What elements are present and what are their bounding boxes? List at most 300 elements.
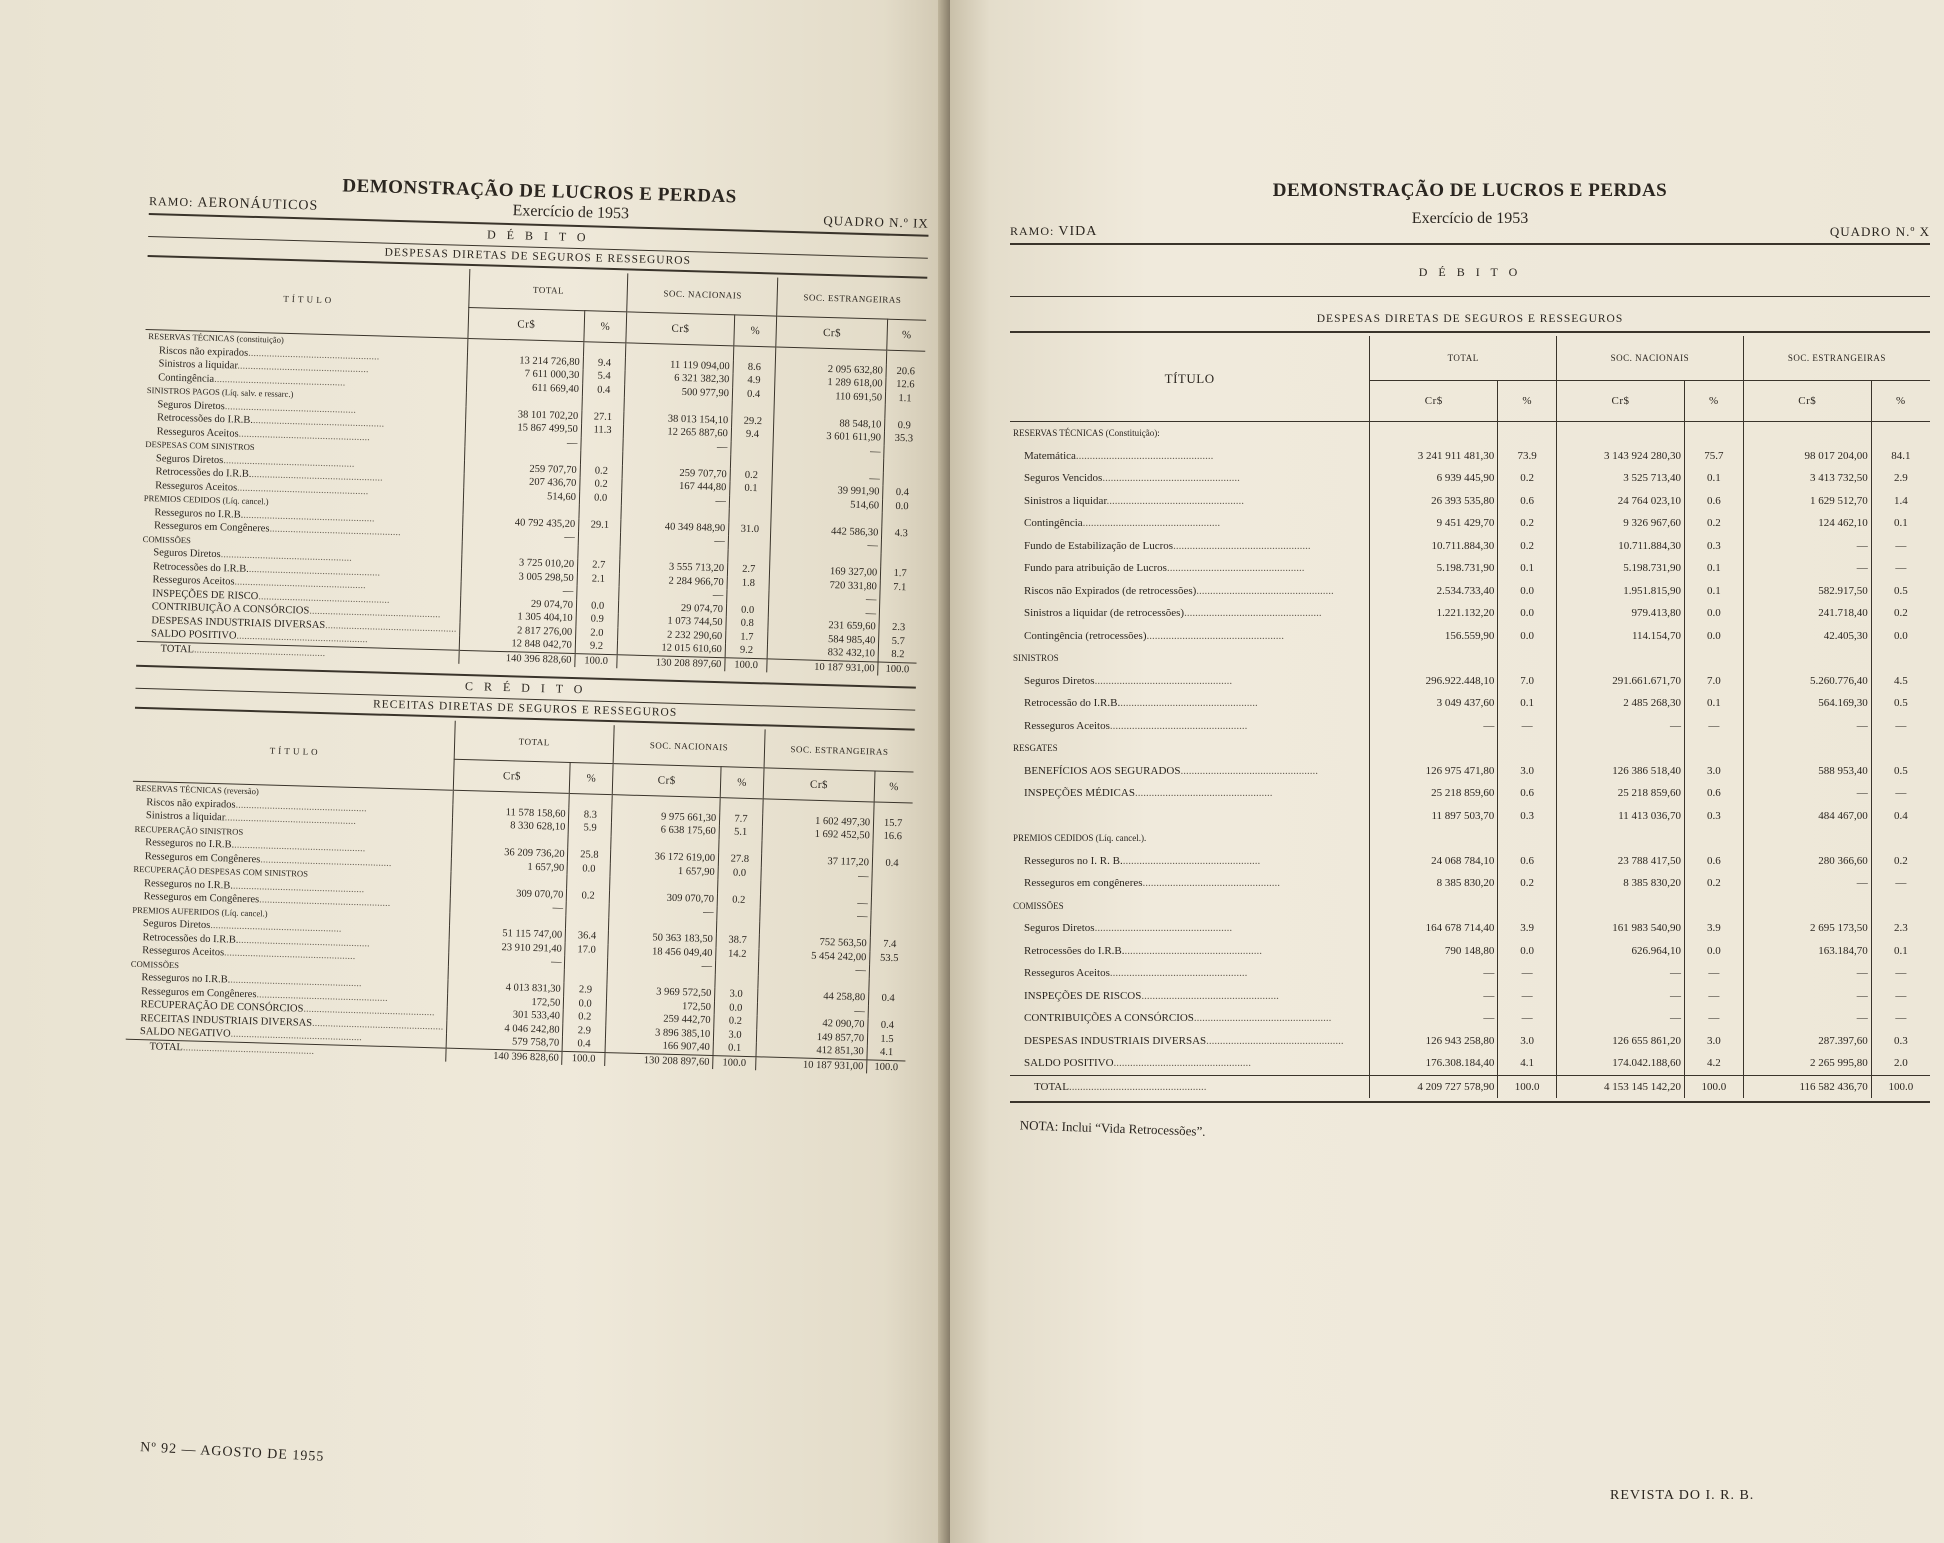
- row-label: [1010, 422, 1370, 445]
- leader-dots: ..................................................: [303, 1003, 435, 1019]
- leader-dots: ..................................................: [1180, 764, 1318, 777]
- nacionais-value: —: [1557, 1007, 1685, 1030]
- nacionais-value: 40 349 848,90: [621, 519, 729, 535]
- nacionais-value: 5.198.731,90: [1557, 557, 1685, 580]
- nacionais-pct: 3.0: [714, 1028, 757, 1043]
- table-row: [1010, 1052, 1930, 1075]
- leader-dots: ..................................................: [214, 373, 346, 389]
- nacionais-value: 23 788 417,50: [1557, 850, 1685, 873]
- total-value: [1370, 737, 1498, 760]
- right-nota: [1009, 1117, 1929, 1165]
- table-row: [1010, 782, 1930, 805]
- row-label-text: Sinistros a liquidar (de retrocessões): [1024, 607, 1185, 620]
- unit-header: Cr$: [453, 759, 570, 793]
- estrangeiras-value: 169 327,00: [770, 563, 881, 580]
- table-row: [1010, 715, 1930, 738]
- total-pct: 0.3: [1498, 805, 1557, 828]
- row-label-text: Riscos não Expirados (de retrocessões): [1024, 584, 1197, 597]
- row-label-text: RECEITAS INDUSTRIAIS DIVERSAS: [140, 1012, 313, 1029]
- row-label: [1010, 557, 1370, 580]
- estrangeiras-pct: —: [1871, 535, 1930, 558]
- nacionais-pct: 4.2: [1685, 1052, 1744, 1075]
- row-label-text: COMISSÕES: [130, 958, 180, 970]
- nacionais-pct: [729, 508, 772, 523]
- leader-dots: ..................................................: [309, 605, 441, 621]
- section-row: [1010, 827, 1930, 850]
- row-label-text: RECUPERAÇÃO DE CONSÓRCIOS: [140, 999, 304, 1015]
- nacionais-pct: 27.8: [718, 852, 761, 867]
- total-pct: 0.0: [1498, 625, 1557, 648]
- total-pct: 0.4: [582, 383, 625, 398]
- estrangeiras-pct: 2.9: [1871, 467, 1930, 490]
- estrangeiras-pct: [881, 540, 920, 555]
- estrangeiras-value: 584 985,40: [768, 631, 879, 648]
- total-value: 126 943 258,80: [1370, 1030, 1498, 1053]
- right-page: [950, 0, 1944, 1543]
- nacionais-pct: [717, 920, 760, 935]
- nacionais-pct: 0.3: [1685, 805, 1744, 828]
- nacionais-value: 25 218 859,60: [1557, 782, 1685, 805]
- total-value: 4 046 242,80: [447, 1020, 564, 1037]
- table-row: [1010, 940, 1930, 963]
- nacionais-pct: 1.7: [725, 630, 768, 645]
- right-quadro: QUADRO N.º X: [1829, 224, 1930, 239]
- left-title: DEMONSTRAÇÃO DE LUCROS E PERDAS: [342, 175, 738, 208]
- pct-header: %: [887, 319, 926, 351]
- row-label-text: RECUPERAÇÃO DESPESAS COM SINISTROS: [133, 864, 309, 879]
- estrangeiras-value: 2 095 632,80: [775, 361, 886, 378]
- total-pct: 0.2: [580, 477, 623, 492]
- row-label-text: Sinistros a liquidar: [158, 358, 238, 372]
- row-label: [1010, 467, 1370, 490]
- total-value: 1.221.132,20: [1370, 602, 1498, 625]
- nacionais-value: 8 385 830,20: [1557, 872, 1685, 895]
- row-label-text: Sinistros a liquidar: [145, 810, 225, 824]
- leader-dots: ..................................................: [258, 894, 391, 910]
- total-value: 10.711.884,30: [1370, 535, 1498, 558]
- leader-dots: ..................................................: [1141, 989, 1279, 1002]
- row-label-text: Resseguros no I.R.B.: [145, 837, 235, 851]
- row-label-text: Resseguros em congêneres: [1024, 877, 1143, 890]
- nacionais-pct: 5.1: [719, 825, 762, 840]
- left-debito-table: [136, 260, 927, 677]
- leader-dots: ..................................................: [243, 509, 375, 525]
- total-pct: 0.1: [1498, 557, 1557, 580]
- estrangeiras-value: 564.169,30: [1743, 692, 1871, 715]
- row-label-text: Resseguros Aceitos: [1024, 967, 1110, 980]
- total-pct: 9.4: [583, 356, 626, 371]
- section-row: [1010, 647, 1930, 670]
- total-value: 2 817 276,00: [460, 622, 576, 639]
- nacionais-value: 126 655 861,20: [1557, 1030, 1685, 1053]
- nacionais-value: [1557, 422, 1685, 445]
- estrangeiras-pct: 4.1: [867, 1045, 906, 1060]
- estrangeiras-pct: [871, 910, 910, 925]
- left-subtitle: Exercício de 1953: [512, 202, 630, 223]
- nacionais-pct: 0.6: [1685, 850, 1744, 873]
- total-value: 4 209 727 578,90: [1370, 1075, 1498, 1098]
- left-ramo: [149, 194, 319, 215]
- nacionais-value: —: [1557, 985, 1685, 1008]
- nacionais-value: 12 015 610,60: [618, 640, 726, 657]
- row-label-text: DESPESAS INDUSTRIAIS DIVERSAS: [151, 614, 326, 631]
- total-value: 176.308.184,40: [1370, 1052, 1498, 1075]
- table-row: [1010, 602, 1930, 625]
- total-pct: 100.0: [575, 653, 618, 668]
- nacionais-pct: 0.0: [726, 603, 769, 618]
- total-pct: 0.2: [567, 888, 610, 903]
- total-pct: 2.9: [563, 1023, 606, 1038]
- nacionais-value: 10.711.884,30: [1557, 535, 1685, 558]
- leader-dots: ..................................................: [236, 630, 368, 646]
- estrangeiras-pct: 4.3: [882, 526, 921, 541]
- row-label-text: SALDO NEGATIVO: [139, 1026, 231, 1040]
- row-label-text: Retrocessões do I.R.B.: [155, 466, 252, 481]
- leader-dots: ..................................................: [1173, 539, 1311, 552]
- row-label-text: SINISTROS PAGOS (Líq. salv. e ressarc.): [146, 385, 294, 400]
- estrangeiras-value: —: [769, 590, 880, 607]
- leader-dots: ..................................................: [269, 523, 401, 539]
- table-row: [1010, 760, 1930, 783]
- total-pct: [1498, 737, 1557, 760]
- total-pct: 3.0: [1498, 760, 1557, 783]
- table-row: [1010, 445, 1930, 468]
- nacionais-pct: 0.0: [718, 866, 761, 881]
- leader-dots: ..................................................: [1184, 607, 1322, 620]
- nacionais-value: [1557, 827, 1685, 850]
- nacionais-pct: 0.2: [1685, 512, 1744, 535]
- row-label-text: Resseguros em Congêneres: [140, 985, 257, 1001]
- estrangeiras-value: [1743, 737, 1871, 760]
- estrangeiras-value: 3 601 611,90: [774, 429, 885, 446]
- estrangeiras-value: —: [1743, 962, 1871, 985]
- row-label-text: Resseguros Aceitos: [142, 945, 225, 959]
- nacionais-pct: [728, 549, 771, 564]
- total-value: 1 305 404,10: [460, 609, 576, 626]
- nacionais-value: 29 074,70: [619, 600, 727, 616]
- row-label: [1010, 1075, 1370, 1098]
- estrangeiras-value: 582.917,50: [1743, 580, 1871, 603]
- nacionais-value: 24 764 023,10: [1557, 490, 1685, 513]
- estrangeiras-pct: 0.1: [1871, 512, 1930, 535]
- estrangeiras-value: —: [1743, 535, 1871, 558]
- nacionais-value: 50 363 183,50: [608, 930, 716, 947]
- row-label-text: RESGATES: [1013, 743, 1058, 754]
- left-debito-heading: D É B I T O: [486, 227, 590, 245]
- left-footer: Nº 92 — AGOSTO DE 1955: [139, 1440, 325, 1465]
- left-credito-subheading: RECEITAS DIRETAS DE SEGUROS E RESSEGUROS: [372, 698, 678, 719]
- nacionais-value: —: [623, 438, 731, 454]
- estrangeiras-pct: [869, 964, 908, 979]
- pct-header: %: [584, 311, 627, 343]
- table-row: [1010, 1030, 1930, 1053]
- estrangeiras-pct: 2.3: [879, 621, 918, 636]
- estrangeiras-value: —: [1743, 557, 1871, 580]
- col-header-total: TOTAL: [454, 721, 614, 764]
- leader-dots: ..................................................: [311, 1017, 444, 1033]
- total-pct: 0.0: [564, 996, 607, 1011]
- col-header-estrangeiras: SOC. ESTRANGEIRAS: [777, 278, 927, 321]
- total-pct: [579, 504, 622, 519]
- estrangeiras-value: —: [771, 536, 882, 553]
- estrangeiras-value: 5 454 242,00: [758, 948, 870, 965]
- total-pct: [569, 793, 612, 808]
- total-value: 3 049 437,60: [1370, 692, 1498, 715]
- total-pct: 0.0: [579, 491, 622, 506]
- total-pct: —: [1498, 1007, 1557, 1030]
- total-pct: —: [1498, 962, 1557, 985]
- nacionais-value: 3 896 385,10: [606, 1025, 714, 1042]
- nacionais-pct: 0.1: [1685, 692, 1744, 715]
- right-page-content: [1010, 180, 1930, 1139]
- leader-dots: ..................................................: [1122, 854, 1261, 867]
- leader-dots: ..................................................: [1102, 472, 1240, 485]
- total-pct: 8.3: [569, 807, 612, 822]
- total-value: 6 939 445,90: [1370, 467, 1498, 490]
- total-value: 514,60: [464, 487, 580, 504]
- estrangeiras-pct: 0.5: [1871, 760, 1930, 783]
- row-label-text: Resseguros em Congêneres: [143, 891, 260, 906]
- nacionais-pct: 8.6: [733, 360, 776, 375]
- nacionais-pct: [718, 879, 761, 894]
- left-ramo-label: RAMO:: [148, 193, 194, 210]
- nacionais-pct: [1685, 647, 1744, 670]
- total-value: 7 611 000,30: [467, 366, 583, 383]
- estrangeiras-pct: —: [1871, 557, 1930, 580]
- total-row: [1010, 1075, 1930, 1098]
- nacionais-pct: 31.0: [728, 522, 771, 537]
- leader-dots: ..................................................: [1146, 629, 1284, 642]
- nacionais-pct: [727, 589, 770, 604]
- estrangeiras-pct: —: [1871, 715, 1930, 738]
- total-value: 36 209 736,20: [451, 845, 568, 862]
- nacionais-value: 167 444,80: [622, 478, 730, 494]
- total-pct: [582, 396, 625, 411]
- leader-dots: ..................................................: [251, 469, 383, 484]
- row-label-text: Seguros Diretos: [142, 918, 211, 932]
- row-label-text: Seguros Vencidos: [1024, 472, 1103, 485]
- right-ramo: [1010, 224, 1097, 240]
- estrangeiras-value: 42.405,30: [1743, 625, 1871, 648]
- estrangeiras-pct: [884, 459, 923, 474]
- estrangeiras-value: [1743, 895, 1871, 918]
- titulo-header: T Í T U L O: [269, 745, 319, 757]
- row-label: [1010, 985, 1370, 1008]
- total-pct: 5.9: [569, 821, 612, 836]
- row-label-text: CONTRIBUIÇÕES A CONSÓRCIOS: [1024, 1012, 1194, 1025]
- row-label-text: TOTAL: [149, 1041, 184, 1054]
- leader-dots: ..................................................: [235, 799, 367, 815]
- estrangeiras-value: 442 586,30: [771, 523, 882, 540]
- section-row: [1010, 737, 1930, 760]
- estrangeiras-value: 42 090,70: [756, 1015, 868, 1032]
- col-header-estrangeiras: SOC. ESTRANGEIRAS: [1743, 336, 1930, 381]
- nacionais-pct: 7.7: [720, 812, 763, 827]
- nacionais-pct: 75.7: [1685, 445, 1744, 468]
- estrangeiras-value: 484 467,00: [1743, 805, 1871, 828]
- row-label: [1010, 445, 1370, 468]
- nacionais-value: —: [1557, 715, 1685, 738]
- row-label-text: RESERVAS TÉCNICAS (constituição): [148, 331, 284, 346]
- estrangeiras-value: 1 602 497,30: [762, 813, 874, 830]
- leader-dots: ..................................................: [238, 934, 370, 950]
- nacionais-value: 3 143 924 280,30: [1557, 445, 1685, 468]
- row-label: [1010, 917, 1370, 940]
- right-debito-subheading: DESPESAS DIRETAS DE SEGUROS E RESSEGUROS: [1316, 313, 1624, 325]
- row-label: [1010, 602, 1370, 625]
- leader-dots: ..................................................: [230, 974, 362, 990]
- right-ramo-label: RAMO:: [1010, 224, 1055, 238]
- nacionais-value: —: [1557, 962, 1685, 985]
- total-value: 172,50: [447, 993, 564, 1010]
- table-row: [1010, 872, 1930, 895]
- total-pct: 0.0: [1498, 602, 1557, 625]
- total-pct: [581, 437, 624, 452]
- leader-dots: ..................................................: [238, 428, 370, 443]
- row-label-text: RESERVAS TÉCNICAS (Constituição):: [1013, 428, 1160, 439]
- nacionais-pct: 100.0: [1685, 1075, 1744, 1098]
- nacionais-pct: 0.1: [713, 1041, 756, 1056]
- nacionais-pct: [715, 974, 758, 989]
- estrangeiras-pct: [881, 553, 920, 568]
- nacionais-pct: —: [1685, 985, 1744, 1008]
- estrangeiras-value: 412 851,30: [756, 1042, 868, 1059]
- nacionais-pct: [1685, 422, 1744, 445]
- estrangeiras-value: 37 117,20: [761, 853, 873, 870]
- right-ramo-value: VIDA: [1058, 224, 1098, 239]
- total-pct: 0.4: [563, 1037, 606, 1052]
- nacionais-pct: 1.8: [727, 576, 770, 591]
- total-pct: 3.0: [1498, 1030, 1557, 1053]
- col-header-total: TOTAL: [1370, 336, 1557, 381]
- row-label-text: Fundo de Estabilização de Lucros: [1024, 539, 1174, 552]
- total-pct: 0.0: [576, 599, 619, 614]
- total-value: 9 451 429,70: [1370, 512, 1498, 535]
- row-label-text: RECUPERAÇÃO SINISTROS: [134, 823, 244, 837]
- total-value: 11 578 158,60: [453, 804, 570, 821]
- total-pct: 0.6: [1498, 490, 1557, 513]
- estrangeiras-pct: [1871, 827, 1930, 850]
- estrangeiras-value: [1743, 422, 1871, 445]
- left-page-content: [125, 170, 929, 1074]
- nacionais-value: 166 907,40: [605, 1038, 713, 1055]
- nacionais-pct: 0.0: [1685, 625, 1744, 648]
- estrangeiras-pct: [880, 594, 919, 609]
- row-label-text: INSPEÇÕES MÉDICAS: [1024, 787, 1135, 800]
- total-pct: 29.1: [579, 518, 622, 533]
- estrangeiras-value: 280 366,60: [1743, 850, 1871, 873]
- unit-header: Cr$: [1557, 381, 1685, 422]
- row-label-text: Seguros Diretos: [155, 453, 224, 466]
- estrangeiras-pct: 0.3: [1871, 1030, 1930, 1053]
- leader-dots: ..................................................: [224, 400, 357, 416]
- estrangeiras-pct: [884, 445, 923, 460]
- nacionais-pct: 0.2: [730, 468, 773, 483]
- row-label-text: Resseguros Aceitos: [156, 426, 239, 440]
- nacionais-pct: —: [1685, 715, 1744, 738]
- titulo-header: TÍTULO: [1164, 370, 1215, 386]
- row-label: [1010, 512, 1370, 535]
- row-label-text: INSPEÇÕES DE RISCOS: [1024, 989, 1142, 1002]
- nacionais-pct: 3.0: [1685, 1030, 1744, 1053]
- total-pct: 0.2: [1498, 872, 1557, 895]
- nacionais-pct: 0.0: [1685, 940, 1744, 963]
- total-value: 140 396 828,60: [446, 1048, 563, 1065]
- row-label-text: PREMIOS CEDIDOS (Líq. cancel.).: [1013, 833, 1147, 844]
- estrangeiras-value: 88 548,10: [774, 415, 885, 432]
- row-label-text: DESPESAS INDUSTRIAIS DIVERSAS: [1024, 1034, 1207, 1047]
- nacionais-value: 6 638 175,60: [611, 822, 719, 839]
- estrangeiras-pct: 2.3: [1871, 917, 1930, 940]
- col-header-nacionais: SOC. NACIONAIS: [627, 273, 778, 316]
- estrangeiras-value: 110 691,50: [775, 388, 886, 405]
- table-row: [1010, 850, 1930, 873]
- nacionais-pct: 0.1: [1685, 467, 1744, 490]
- estrangeiras-pct: 20.6: [886, 364, 925, 379]
- estrangeiras-pct: 0.0: [882, 499, 921, 514]
- table-row: [1010, 625, 1930, 648]
- estrangeiras-value: 116 582 436,70: [1743, 1075, 1871, 1098]
- total-value: 140 396 828,60: [459, 650, 575, 667]
- leader-dots: ..................................................: [1196, 584, 1334, 597]
- leader-dots: ..................................................: [260, 854, 392, 869]
- nacionais-pct: 9.4: [731, 427, 774, 442]
- estrangeiras-value: —: [1743, 985, 1871, 1008]
- estrangeiras-pct: 100.0: [878, 662, 917, 677]
- row-label-text: Resseguros no I.R.B.: [154, 507, 244, 521]
- nacionais-value: —: [607, 957, 715, 974]
- nacionais-value: 11 119 094,00: [625, 357, 733, 373]
- row-label-text: Contingência: [1024, 517, 1083, 530]
- total-pct: 5.4: [583, 369, 626, 384]
- table-row: [1010, 805, 1930, 828]
- total-pct: 0.2: [1498, 512, 1557, 535]
- total-value: [1370, 647, 1498, 670]
- total-value: 3 241 911 481,30: [1370, 445, 1498, 468]
- nacionais-pct: [1685, 737, 1744, 760]
- estrangeiras-pct: [871, 897, 910, 912]
- row-label-text: Resseguros no I.R.B.: [141, 972, 231, 986]
- row-label: [1010, 962, 1370, 985]
- estrangeiras-value: 2 695 173,50: [1743, 917, 1871, 940]
- row-label-text: INSPEÇÕES DE RISCO: [152, 587, 259, 602]
- leader-dots: ..................................................: [236, 482, 369, 497]
- total-pct: 0.1: [1498, 692, 1557, 715]
- nacionais-pct: 7.0: [1685, 670, 1744, 693]
- total-pct: 73.9: [1498, 445, 1557, 468]
- nacionais-pct: 0.2: [717, 893, 760, 908]
- total-value: —: [448, 953, 565, 970]
- estrangeiras-pct: 0.5: [1871, 580, 1930, 603]
- estrangeiras-value: 287.397,60: [1743, 1030, 1871, 1053]
- estrangeiras-value: —: [757, 1002, 869, 1019]
- total-value: 29 074,70: [460, 595, 576, 612]
- nacionais-value: —: [609, 903, 717, 920]
- total-pct: [577, 585, 620, 600]
- total-pct: 0.2: [563, 1010, 606, 1025]
- nacionais-pct: 0.1: [730, 481, 773, 496]
- nacionais-pct: [1685, 895, 1744, 918]
- nacionais-value: 309 070,70: [609, 890, 717, 907]
- row-label-text: DESPESAS COM SINISTROS: [145, 439, 255, 453]
- nacionais-value: 130 208 897,60: [617, 654, 725, 671]
- nacionais-value: 12 265 887,60: [624, 424, 732, 440]
- estrangeiras-value: 588 953,40: [1743, 760, 1871, 783]
- estrangeiras-pct: 1.5: [867, 1032, 906, 1047]
- total-pct: 25.8: [568, 848, 611, 863]
- leader-dots: ..................................................: [256, 989, 388, 1004]
- nacionais-pct: 0.3: [1685, 535, 1744, 558]
